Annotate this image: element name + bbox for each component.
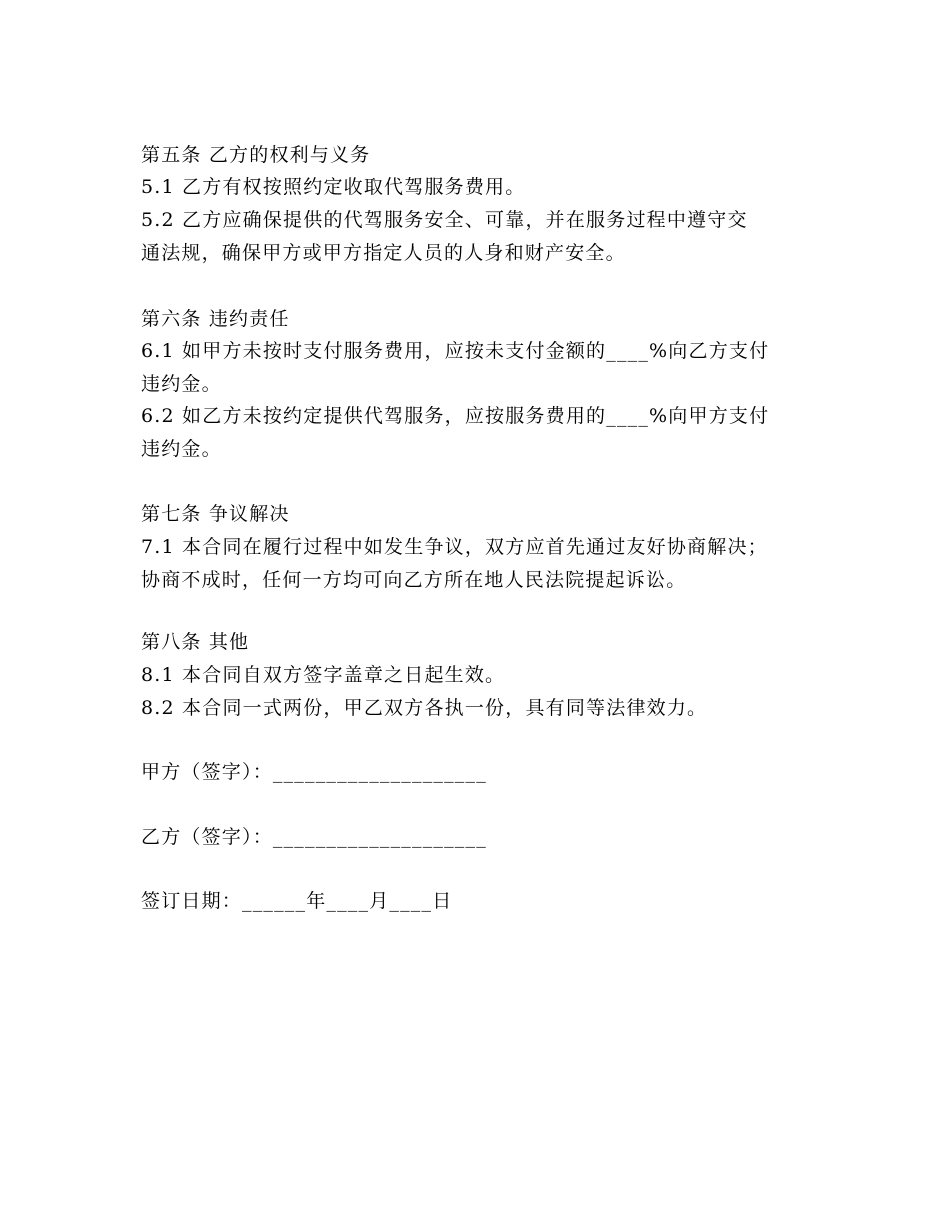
clause-5-2-line-1: 5.2 乙方应确保提供的代驾服务安全、可靠，并在服务过程中遵守交 [141,209,748,231]
clause-5-2-line-2: 通法规，确保甲方或甲方指定人员的人身和财产安全。 [141,242,626,264]
article-8-heading: 第八条 其他 [141,631,250,653]
article-5-heading: 第五条 乙方的权利与义务 [141,144,371,166]
clause-6-1-line-1: 6.1 如甲方未按时支付服务费用，应按未支付金额的____%向乙方支付 [141,340,770,362]
signing-date-line: 签订日期：______年____月____日 [141,890,453,912]
clause-7-1-line-1: 7.1 本合同在履行过程中如发生争议，双方应首先通过友好协商解决； [141,536,768,558]
article-6-heading: 第六条 违约责任 [141,308,290,330]
clause-8-1: 8.1 本合同自双方签字盖章之日起生效。 [141,664,506,686]
article-7-heading: 第七条 争议解决 [141,503,290,525]
clause-6-1-line-2: 违约金。 [141,373,222,395]
clause-8-2: 8.2 本合同一式两份，甲乙双方各执一份，具有同等法律效力。 [141,697,708,719]
clause-6-2-line-1: 6.2 如乙方未按约定提供代驾服务，应按服务费用的____%向甲方支付 [141,405,770,427]
party-a-signature-line: 甲方（签字）：____________________ [141,761,487,783]
clause-5-1: 5.1 乙方有权按照约定收取代驾服务费用。 [141,176,526,198]
party-b-signature-line: 乙方（签字）：____________________ [141,826,487,848]
clause-7-1-line-2: 协商不成时，任何一方均可向乙方所在地人民法院提起诉讼。 [141,569,687,591]
clause-6-2-line-2: 违约金。 [141,438,222,460]
